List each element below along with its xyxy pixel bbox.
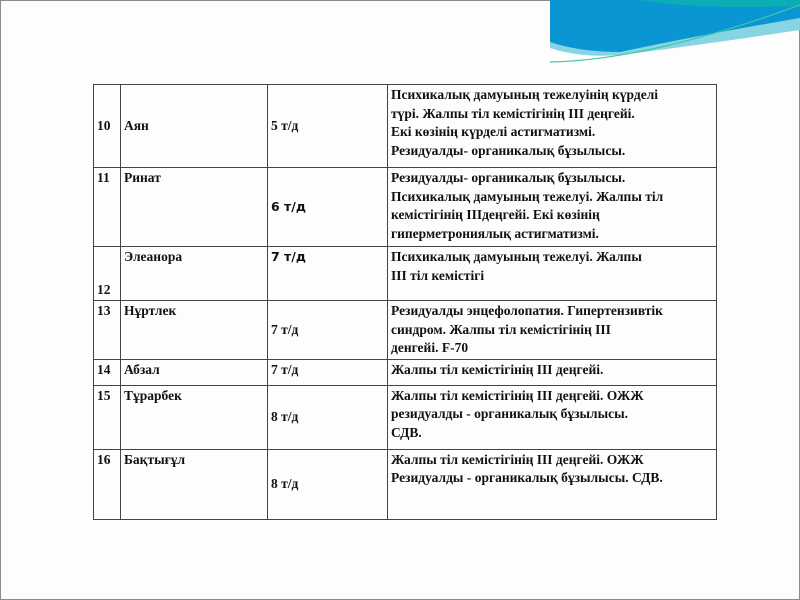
diagnosis-cell bbox=[388, 247, 717, 301]
dose-value: 5 т/д bbox=[268, 85, 388, 168]
diagnosis-cell bbox=[388, 85, 717, 168]
child-name: Элеанора bbox=[121, 247, 268, 301]
diagnosis-line: Резидуалды энцефолопатия. Гипертензивтік bbox=[391, 303, 663, 318]
diagnosis-line: резидуалды - органикалық бұзылысы. bbox=[391, 406, 629, 421]
row-number: 12 bbox=[94, 247, 121, 301]
row-number: 14 bbox=[94, 359, 121, 385]
child-name: Ринат bbox=[121, 168, 268, 247]
dose-value: 8 т/д bbox=[268, 385, 388, 449]
child-name: Аян bbox=[121, 85, 268, 168]
header-wave-decoration bbox=[0, 0, 800, 80]
dose-value: 7 т/д bbox=[268, 359, 388, 385]
diagnosis-line: Психикалық дамуының тежелуі. Жалпы тіл bbox=[391, 188, 664, 204]
diagnosis-line: Жалпы тіл кемістігінің ІІІ деңгейі. bbox=[391, 361, 604, 377]
row-number: 11 bbox=[94, 168, 121, 247]
diagnosis-line: Жалпы тіл кемістігінің ІІІ деңгейі. ОЖЖ bbox=[391, 387, 644, 403]
dose-value: 6 т/д bbox=[268, 168, 388, 247]
diagnosis-line: түрі. Жалпы тіл кемістігінің ІІІ деңгейі. bbox=[391, 105, 635, 121]
table-row bbox=[94, 449, 717, 519]
diagnosis-line: Психикалық дамуының тежелуінің күрделі bbox=[391, 87, 659, 102]
table-row bbox=[94, 359, 717, 385]
row-number: 13 bbox=[94, 301, 121, 360]
diagnosis-line: гиперметрониялық астигматизмі. bbox=[391, 225, 599, 241]
diagnosis-line: денгейі. F-70 bbox=[391, 340, 469, 355]
table-row bbox=[94, 168, 717, 247]
table-row bbox=[94, 385, 717, 449]
diagnosis-cell bbox=[388, 385, 717, 449]
row-number: 15 bbox=[94, 385, 121, 449]
dose-value: 7 т/д bbox=[268, 247, 388, 301]
diagnosis-cell bbox=[388, 449, 717, 519]
child-name: Тұрарбек bbox=[121, 385, 268, 449]
table-row bbox=[94, 247, 717, 301]
diagnosis-line: ІІІ тіл кемістігі bbox=[391, 267, 485, 283]
diagnosis-cell bbox=[388, 168, 717, 247]
diagnosis-line: Резидуалды- органикалық бұзылысы. bbox=[391, 142, 626, 158]
diagnosis-line: Резидуалды- органикалық бұзылысы. bbox=[391, 170, 626, 185]
diagnosis-line: СДВ. bbox=[391, 424, 422, 440]
diagnosis-line: Жалпы тіл кемістігінің ІІІ деңгейі. ОЖЖ bbox=[391, 451, 644, 467]
row-number: 16 bbox=[94, 449, 121, 519]
diagnosis-cell bbox=[388, 301, 717, 360]
diagnosis-line: кемістігінің ІІІдеңгейі. Екі көзінің bbox=[391, 207, 600, 222]
dose-value: 7 т/д bbox=[268, 301, 388, 360]
child-name: Абзал bbox=[121, 359, 268, 385]
diagnosis-line: Екі көзінің күрделі астигматизмі. bbox=[391, 124, 596, 139]
table-row bbox=[94, 85, 717, 168]
diagnosis-line: Резидуалды - органикалық бұзылысы. СДВ. bbox=[391, 470, 663, 485]
child-name: Бақтығұл bbox=[121, 449, 268, 519]
diagnosis-line: Психикалық дамуының тежелуі. Жалпы bbox=[391, 249, 642, 264]
child-name: Нұртлек bbox=[121, 301, 268, 360]
row-number: 10 bbox=[94, 85, 121, 168]
table-row bbox=[94, 301, 717, 360]
dose-value: 8 т/д bbox=[268, 449, 388, 519]
diagnosis-line: синдром. Жалпы тіл кемістігінің ІІІ bbox=[391, 321, 611, 337]
diagnosis-cell bbox=[388, 359, 717, 385]
children-diagnosis-table bbox=[93, 84, 717, 520]
